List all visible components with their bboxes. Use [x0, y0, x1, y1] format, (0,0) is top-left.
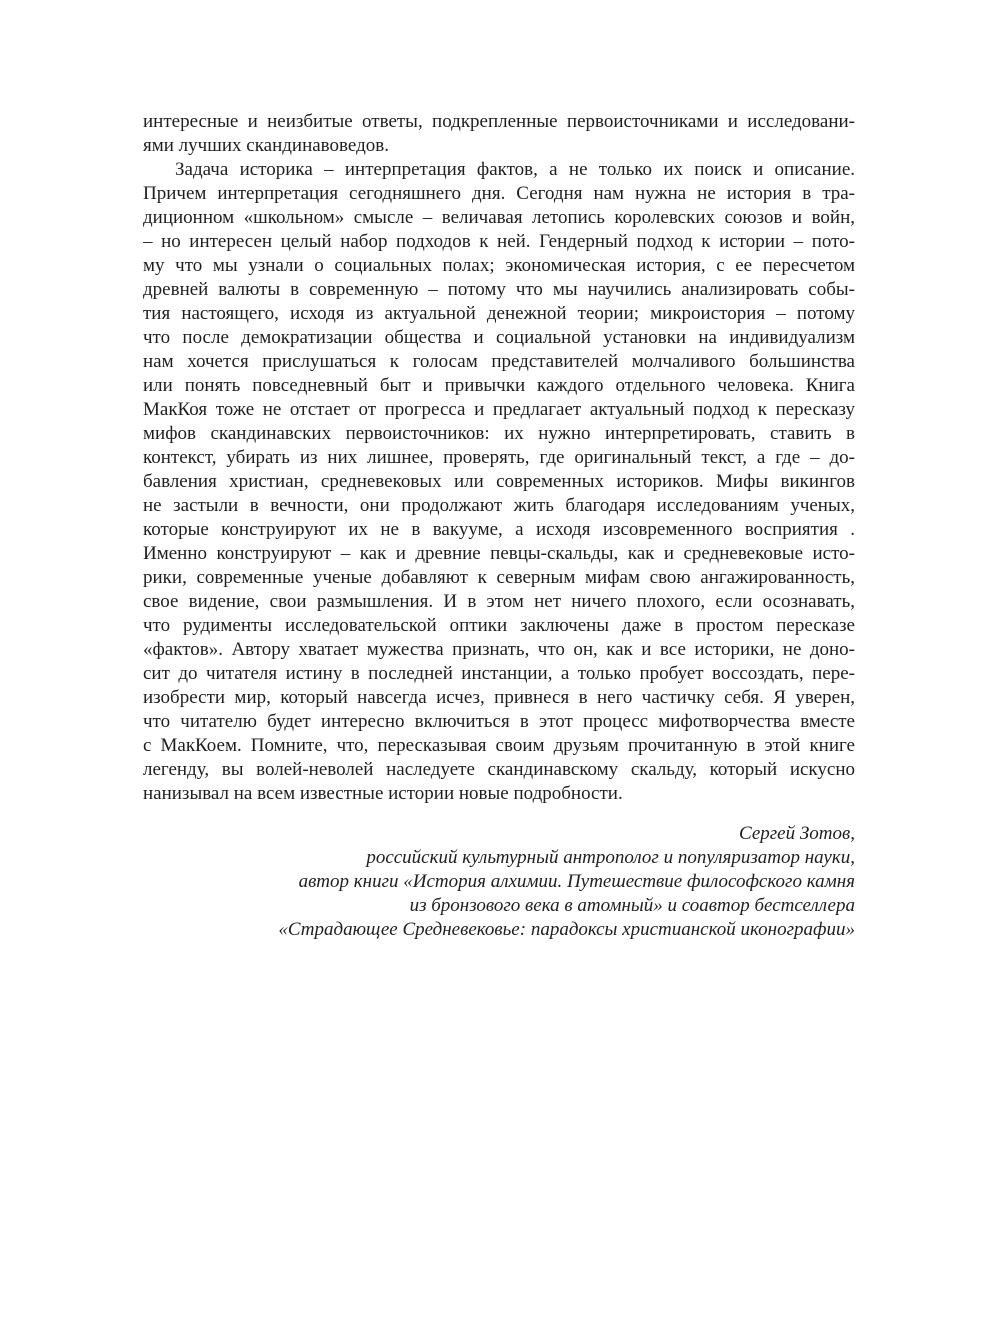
text-line: бавления христиан, средневековых или современных историков. Мифы викингов [143, 471, 855, 492]
text-line: – но интересен целый набор подходов к ней. Гендерный подход к истории – пото- [143, 231, 855, 252]
signature-line: «Страдающее Средневековье: парадоксы христианской иконографии» [278, 919, 855, 940]
text-line: контекст, убирать из них лишнее, проверять, где оригинальный текст, а где – до- [143, 447, 855, 468]
signature-line: из бронзового века в атомный» и соавтор бестселлера [409, 895, 855, 916]
signature-line: российский культурный антрополог и популяризатор науки, [366, 847, 855, 868]
body-text-block [143, 110, 855, 806]
paragraph [143, 158, 855, 806]
text-line: рики, современные ученые добавляют к северным мифам свою ангажированность, [143, 567, 855, 588]
text-line: нанизывал на всем известные истории новые подробности. [143, 783, 623, 804]
text-line: что рудименты исследовательской оптики заключены даже в простом пересказе [143, 615, 855, 636]
text-line: Именно конструируют – как и древние певцы-скальды, как и средневековые исто- [143, 543, 855, 564]
text-line: МакКоя тоже не отстает от прогресса и предлагает актуальный подход к пересказу [143, 399, 855, 420]
text-line: нам хочется прислушаться к голосам представителей молчаливого большинства [143, 351, 855, 372]
signature-line: автор книги «История алхимии. Путешествие философского камня [298, 871, 855, 892]
signature-line: Сергей Зотов, [739, 823, 855, 844]
text-line: легенду, вы волей-неволей наследуете скандинавскому скальду, который искусно [143, 759, 855, 780]
paragraph [143, 110, 855, 158]
signature-block [143, 822, 855, 942]
text-line: ями лучших скандинавоведов. [143, 135, 389, 156]
text-line: изобрести мир, который навсегда исчез, привнеся в него частичку себя. Я уверен, [143, 687, 855, 708]
text-line: сит до читателя истину в последней инстанции, а только пробует воссоздать, пере- [143, 663, 855, 684]
text-line: му что мы узнали о социальных полах; экономическая история, с ее пересчетом [143, 255, 855, 276]
text-line: с МакКоем. Помните, что, пересказывая своим друзьям прочитанную в этой книге [143, 735, 855, 756]
text-line: или понять повседневный быт и привычки каждого отдельного человека. Книга [143, 375, 855, 396]
text-line: Задача историка – интерпретация фактов, а не только их поиск и описание. [175, 159, 855, 180]
text-line: свое видение, свои размышления. И в этом нет ничего плохого, если осознавать, [143, 591, 855, 612]
text-line: диционном «школьном» смысле – величавая летопись королевских союзов и войн, [143, 207, 855, 228]
text-line: интересные и неизбитые ответы, подкрепленные первоисточниками и исследовани- [143, 111, 855, 132]
text-line: «фактов». Автору хватает мужества признать, что он, как и все историки, не доно- [143, 639, 855, 660]
text-line: Причем интерпретация сегодняшнего дня. Сегодня нам нужна не история в тра- [143, 183, 855, 204]
text-line: тия настоящего, исходя из актуальной денежной теории; микроистория – потому [143, 303, 855, 324]
text-line: не застыли в вечности, они продолжают жить благодаря исследованиям ученых, [143, 495, 855, 516]
text-line: мифов скандинавских первоисточников: их нужно интерпретировать, ставить в [143, 423, 855, 444]
text-line: которые конструируют их не в вакууме, а исходя изсовременного восприятия . [143, 519, 855, 540]
text-line: что после демократизации общества и социальной установки на индивидуализм [143, 327, 855, 348]
text-column [143, 110, 855, 942]
text-line: что читателю будет интересно включиться в этот процесс мифотворчества вместе [143, 711, 855, 732]
text-line: древней валюты в современную – потому что мы научились анализировать собы- [143, 279, 855, 300]
